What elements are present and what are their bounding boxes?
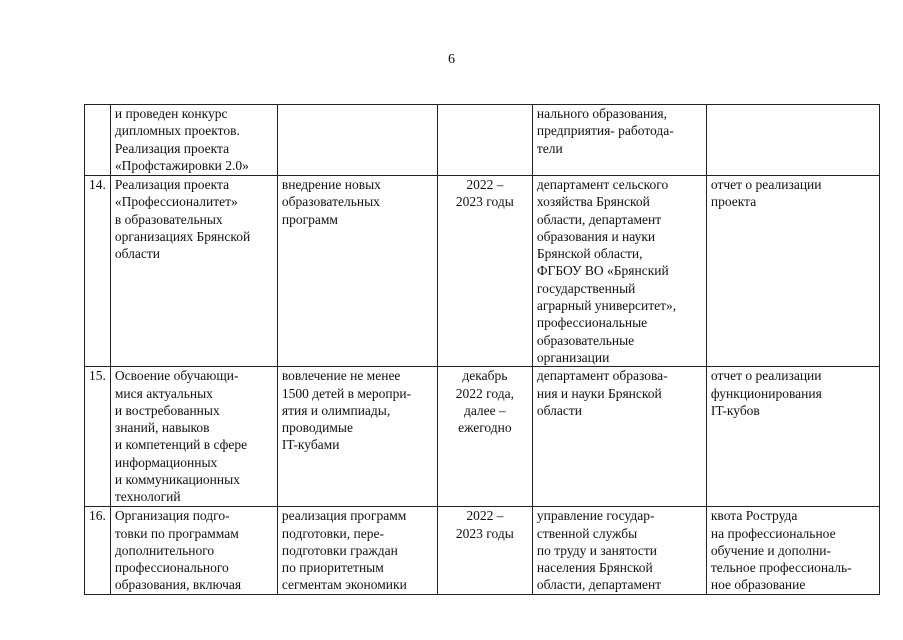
period-cell: 2022 – 2023 годы — [437, 176, 532, 367]
event-cell: Реализация проекта «Профессионалитет» в образовательных организациях Брянской области — [110, 176, 277, 367]
executors-cell: управление государ- ственной службы по труду и занятости населения Брянской области, департамент — [532, 507, 706, 594]
row-number-cell: 15. — [85, 367, 111, 507]
report-cell: отчет о реализации функционирования IT-кубов — [706, 367, 879, 507]
page-number: 6 — [448, 52, 455, 67]
result-cell — [277, 105, 437, 176]
result-cell: вовлечение не менее 1500 детей в меропри- ятия и олимпиады, проводимые IT-кубами — [277, 367, 437, 507]
table-row — [85, 507, 880, 594]
report-cell — [706, 105, 879, 176]
result-cell: внедрение новых образовательных программ — [277, 176, 437, 367]
table-row — [85, 176, 880, 367]
table-row — [85, 367, 880, 507]
table-row — [85, 105, 880, 176]
executors-cell: департамент сельского хозяйства Брянской области, департамент образования и науки Брянской области, ФГБОУ ВО «Брянский государственный аграрный университет», профессиональные образовательные организации — [532, 176, 706, 367]
row-number-cell: 14. — [85, 176, 111, 367]
period-cell: 2022 – 2023 годы — [437, 507, 532, 594]
executors-cell: нального образования, предприятия- работода- тели — [532, 105, 706, 176]
row-number-cell — [85, 105, 111, 176]
executors-cell: департамент образова- ния и науки Брянской области — [532, 367, 706, 507]
report-cell: квота Роструда на профессиональное обучение и дополни- тельное профессиональ- ное образование — [706, 507, 879, 594]
plan-table — [84, 104, 880, 595]
event-cell: и проведен конкурс дипломных проектов. Реализация проекта «Профстажировки 2.0» — [110, 105, 277, 176]
period-cell: декабрь 2022 года, далее – ежегодно — [437, 367, 532, 507]
row-number-cell: 16. — [85, 507, 111, 594]
result-cell: реализация программ подготовки, пере- подготовки граждан по приоритетным сегментам экономики — [277, 507, 437, 594]
event-cell: Организация подго- товки по программам дополнительного профессионального образования, включая — [110, 507, 277, 594]
event-cell: Освоение обучающи- мися актуальных и востребованных знаний, навыков и компетенций в сфере информационных и коммуникационных технологий — [110, 367, 277, 507]
period-cell — [437, 105, 532, 176]
report-cell: отчет о реализации проекта — [706, 176, 879, 367]
